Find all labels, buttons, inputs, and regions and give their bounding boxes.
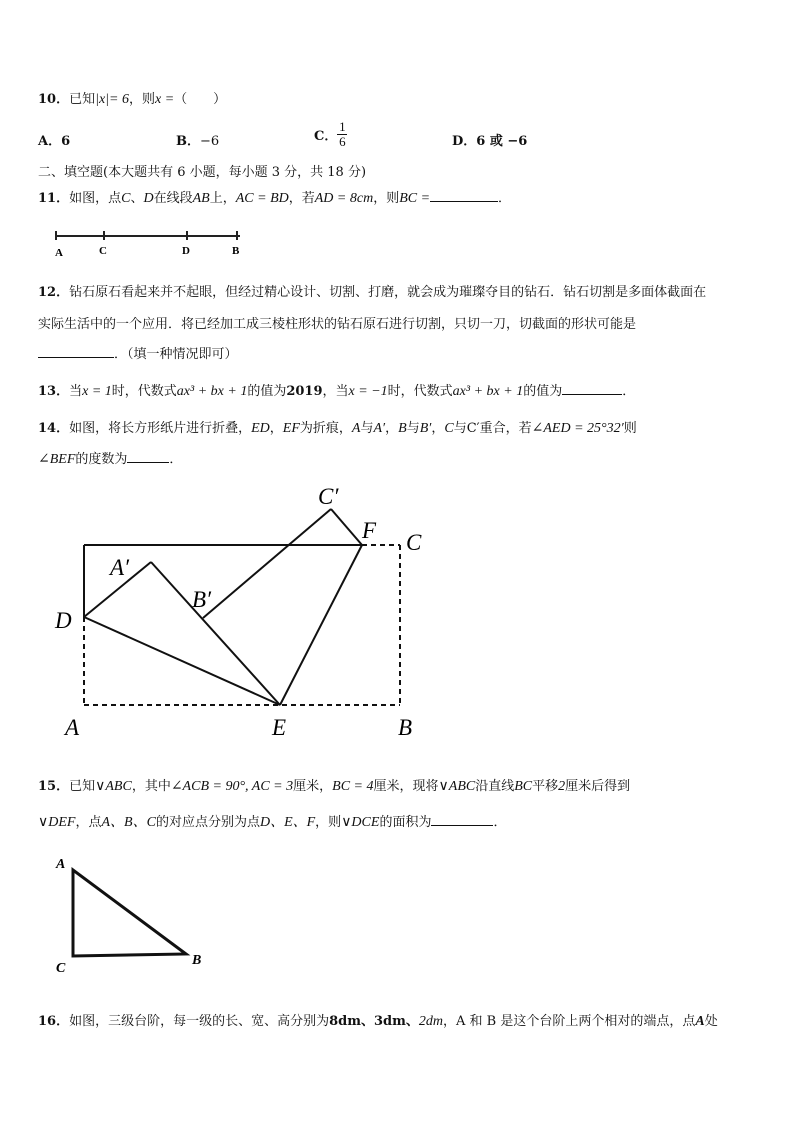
q15-line1: 15．已知∨ABC，其中∠ACB = 90°, AC = 3厘米，BC = 4厘米，现将∨ABC沿直线BC平移2厘米后得到 (38, 779, 631, 794)
q14-label-E: E (272, 715, 287, 740)
q11-segment-figure (50, 226, 270, 262)
q13-stem: 13．当x = 1时，代数式ax³ + bx + 1的值为2019，当x = −1时，代数式ax³ + bx + 1的值为 ． (38, 384, 636, 399)
q14-line2: ∠BEF的度数为 ． (38, 452, 183, 467)
q11-label-D: D (182, 245, 190, 257)
q12-line2: 实际生活中的一个应用．将已经加工成三棱柱形状的钻石原石进行切割，只切一刀，切截面的形状可能是 (38, 317, 637, 332)
q10-abs: |x|= 6 (95, 92, 129, 107)
q14-label-B: B (398, 715, 413, 740)
q14-label-C1: C′ (318, 484, 339, 509)
q15-label-C: C (56, 961, 66, 976)
q14-label-F: F (362, 518, 377, 543)
q15-triangle-figure (50, 848, 230, 978)
q14-label-A1: A′ (110, 555, 130, 580)
q15-label-A: A (56, 857, 66, 872)
q10-option-b: B．−6 (176, 134, 220, 149)
q11-stem: 11．如图，点C、D在线段AB上，AC = BD，若AD = 8cm，则BC = ． (38, 191, 512, 206)
section-fill-in-header: 二、填空题(本大题共有 6 小题，每小题 3 分，共 18 分) (38, 165, 367, 180)
q10-option-d: D．6 或 −6 (452, 134, 528, 149)
q15-label-B: B (192, 953, 202, 968)
q11-label-C: C (99, 245, 107, 257)
q15-answer-blank (431, 813, 493, 826)
q16-stem: 16．如图，三级台阶，每一级的长、宽、高分别为8dm、3dm、2dm，A 和 B 是这个台阶上两个相对的端点，点A处 (38, 1014, 718, 1029)
q12-line1: 12．钻石原石看起来并不起眼，但经过精心设计、切割、打磨，就会成为璀璨夺目的钻石．钻石切割是多面体截面在 (38, 285, 707, 300)
q11-answer-blank (430, 189, 498, 202)
q12-answer-blank (38, 345, 114, 358)
q15-line2: ∨DEF，点A、B、C的对应点分别为点D、E、F，则∨DCE的面积为 ． (38, 815, 507, 830)
q14-label-B1: B′ (192, 587, 212, 612)
q10-number: 10． (38, 92, 70, 107)
q11-label-A: A (55, 247, 63, 259)
q14-line1: 14．如图，将长方形纸片进行折叠，ED，EF为折痕，A与A′，B与B′，C与C′重合，若∠AED = 25°32′则 (38, 421, 637, 436)
q14-label-D: D (55, 608, 72, 633)
q13-answer-blank (562, 382, 622, 395)
q14-label-C: C (406, 530, 422, 555)
q12-line3: ．（填一种情况即可） (38, 343, 238, 362)
fraction-one-sixth: $\frac{1}{6}$ (339, 119, 346, 149)
q14-label-A: A (65, 715, 80, 740)
q14-answer-blank (127, 450, 169, 463)
q10-option-c: C． $\frac{1}{6}$ (314, 119, 346, 149)
q11-label-B: B (232, 245, 240, 257)
q14-fold-figure (40, 478, 460, 748)
q10-option-a: A．6 (38, 134, 71, 149)
q10-stem: 10．已知|x|= 6，则x =（ ） (38, 92, 227, 107)
